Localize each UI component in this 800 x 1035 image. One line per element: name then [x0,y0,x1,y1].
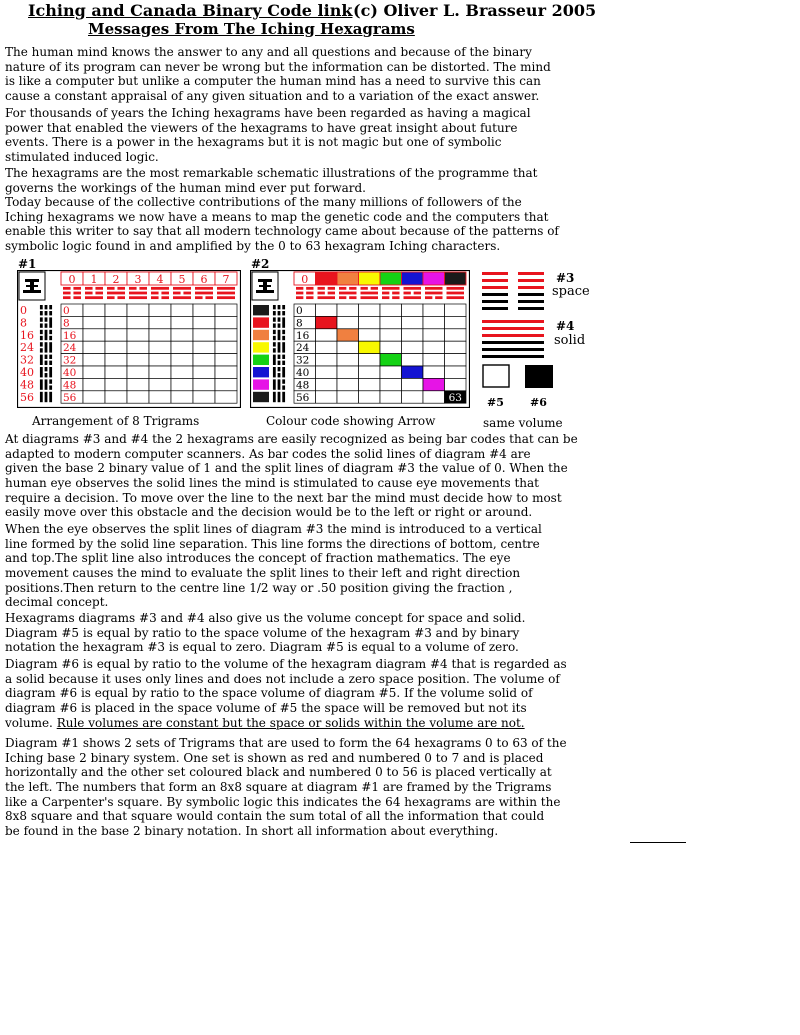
grid-cell [127,354,149,366]
grid-cell [193,341,215,353]
solid-hexagram-bar [482,348,544,351]
paragraph-4: Today because of the collective contributions of the many millions of followers of the Iching hexagrams we now have a means to map the genetic code and the computers that enable this writer to say that all modern technology came about because of the patterns of symbolic logic found in and amplified by the 0 to 63 hexagram Iching characters. [5,195,559,254]
diagram-3-text: space [552,284,590,299]
row-number-left: 0 [20,304,27,317]
grid-cell [171,304,193,316]
header-cell [337,272,359,285]
header-cell [359,272,381,285]
column-number: 7 [222,273,230,286]
paragraph-5: At diagrams #3 and #4 the 2 hexagrams are easily recognized as being bar codes that can be adapted to modern computer scanners. As bar codes the solid lines of diagram #4 are given the base 2 binary value of 1 and the split lines of diagram #3 the value of 0. When the human eye observes the solid lines the mind is stimulated to cause eye movements that require a decision. To move over the line to the next bar the mind must decide how to most easily move over this obstacle and the decision would be to the left or right or around. [5,432,578,520]
grid-cell [423,378,445,390]
grid-cell [445,329,467,341]
grid-cell [215,354,237,366]
grid-cell [149,341,171,353]
grid-cell [83,354,105,366]
diagram-3-label: #3 [556,271,575,285]
document-title: Iching and Canada Binary Code link [28,1,353,20]
row-number-left: 8 [20,316,27,330]
row-number: 16 [296,329,310,342]
grid-cell [127,378,149,390]
grid-cell [359,316,381,328]
space-hexagram-bar [482,293,508,296]
volume-rule: Rule volumes are constant but the space or solids within the volume are not. [56,715,525,730]
row-number-left: 24 [20,341,34,355]
solid-hexagram-bar [482,355,544,358]
grid-cell [337,391,359,403]
grid-cell [105,366,127,378]
paragraph-9: Diagram #1 shows 2 sets of Trigrams that are used to form the 64 hexagrams 0 to 63 of the Iching base 2 binary system. One set is shown as red and numbered 0 to 7 and is placed horizontally and the other set coloured black and numbered 0 to 56 is placed vertically at the left. The numbers that form an 8x8 square at diagram #1 are framed by the Trigrams like a Carpenter's square. By symbolic logic this indicates the 64 hexagrams are within the 8x8 square and that square would contain the sum total of all the information that could be found in the base 2 binary notation. In short all information about everything. [5,736,567,839]
grid-cell [359,304,381,316]
grid-cell [215,329,237,341]
grid-cell [171,316,193,328]
grid-cell [445,366,467,378]
diagram-6-label: #6 [530,396,547,409]
row-number-left: 40 [20,366,34,379]
grid-cell [359,354,381,366]
grid-cell [423,329,445,341]
grid-cell [193,354,215,366]
row-swatch [253,379,269,389]
grid-cell [83,316,105,328]
grid-cell [359,378,381,390]
row-number-left: 16 [20,328,34,342]
column-number: 6 [200,273,208,286]
grid-cell [359,366,381,378]
space-hexagram-bar [518,300,544,303]
grid-cell [83,304,105,316]
grid-cell [380,316,402,328]
header-cell [423,272,445,285]
grid-cell [402,354,424,366]
grid-cell [316,304,338,316]
header-cell [445,272,467,285]
diagram-2-content [251,271,470,408]
space-hexagram-bar [518,279,544,282]
grid-cell [105,341,127,353]
grid-cell [445,304,467,316]
row-swatch [253,367,269,377]
paragraph-3: The hexagrams are the most remarkable schematic illustrations of the programme that governs the workings of the human mind ever put forward. [5,166,538,195]
legend-content [482,272,553,388]
grid-cell [215,316,237,328]
grid-cell [337,329,359,341]
grid-cell [445,316,467,328]
grid-cell [105,329,127,341]
grid-cell [193,378,215,390]
grid-cell [423,354,445,366]
grid-cell [215,391,237,403]
grid-cell [402,329,424,341]
diagram-1-trigram-grid [17,270,241,408]
column-number: 2 [112,273,120,286]
grid-cell [149,304,171,316]
space-hexagram-bar [482,286,508,289]
solid-hexagram-bar [482,341,544,344]
row-number-left: 48 [20,378,34,392]
column-number: 1 [90,273,98,286]
grid-cell [337,378,359,390]
row-number: 32 [63,354,77,367]
red-trigram [217,287,235,299]
grid-cell [127,316,149,328]
grid-cell [193,304,215,316]
diagram-2-caption: Colour code showing Arrow [266,414,436,428]
grid-cell [380,329,402,341]
grid-cell [127,366,149,378]
space-hexagram-bar [518,307,544,310]
solid-volume-box [525,365,553,388]
grid-cell [83,329,105,341]
row-number-left: 32 [20,353,34,367]
grid-cell [171,329,193,341]
space-hexagram-bar [482,272,508,275]
grid-cell [380,354,402,366]
column-number: 5 [178,273,186,286]
column-number: 0 [68,273,76,286]
space-hexagram-bar [482,279,508,282]
diagram-4-label: #4 [556,319,575,333]
column-number: 0 [301,273,309,286]
paragraph-7: Hexagrams diagrams #3 and #4 also give us the volume concept for space and solid. Diagram #5 is equal by ratio to the space volume of the hexagram #3 and by binary notation the hexagram #3 is equal to zero. Diagram #5 is equal to a volume of zero. [5,611,526,655]
black-trigram [273,392,285,402]
legend-caption: same volume [483,416,563,430]
document-subtitle: Messages From The Iching Hexagrams [88,20,415,38]
row-number: 48 [296,379,310,392]
row-number: 8 [63,317,70,330]
grid-cell [83,391,105,403]
grid-cell [359,391,381,403]
grid-cell [359,329,381,341]
paragraph-2: For thousands of years the Iching hexagrams have been regarded as having a magical power that enabled the viewers of the hexagrams to have great insight about future events. There is a power in the hexagrams but it is not magic but one of symbolic stimulated induced logic. [5,106,531,165]
diagram-2-label: #2 [251,257,270,271]
divider-line [630,842,686,843]
grid-cell [337,341,359,353]
header-cell [380,272,402,285]
grid-cell [127,341,149,353]
space-hexagram-bar [482,307,508,310]
space-hexagram-bar [482,300,508,303]
grid-cell [149,366,171,378]
header-cell [316,272,338,285]
grid-cell [445,378,467,390]
grid-cell [337,366,359,378]
grid-cell [402,304,424,316]
diagram-1-caption: Arrangement of 8 Trigrams [32,414,200,428]
grid-cell [193,391,215,403]
grid-cell [127,391,149,403]
diagram-5-label: #5 [487,396,504,409]
grid-cell [316,354,338,366]
grid-cell [105,391,127,403]
corner-value: 63 [448,391,462,404]
space-hexagram-bar [518,272,544,275]
row-number: 56 [296,391,310,404]
space-hexagram-bar [518,293,544,296]
row-number: 16 [63,329,77,342]
grid-cell [337,316,359,328]
grid-cell [215,341,237,353]
grid-cell [127,304,149,316]
grid-cell [316,341,338,353]
row-number: 0 [63,305,70,317]
paragraph-6: When the eye observes the split lines of diagram #3 the mind is introduced to a vertical line formed by the solid line separation. This line forms the directions of bottom, centre and top.The split line also introduces the concept of fraction mathematics. The eye movement causes the mind to evaluate the split lines to their left and right direction positions.Then return to the centre line 1/2 way or .50 position giving the fraction , decimal concept. [5,522,542,610]
row-swatch [253,305,269,315]
row-number-left: 56 [20,390,34,404]
grid-cell [171,391,193,403]
grid-cell [149,354,171,366]
solid-hexagram-bar [482,320,544,323]
red-trigram [447,287,465,299]
grid-cell [359,341,381,353]
diagonal-cell [317,317,337,327]
row-number: 24 [296,342,310,355]
grid-cell [402,341,424,353]
grid-cell [316,378,338,390]
grid-cell [105,378,127,390]
row-number: 40 [296,367,310,379]
grid-cell [83,341,105,353]
diagram-2-colour-grid [250,270,470,408]
row-number: 8 [296,317,303,330]
row-number: 48 [63,379,77,392]
copyright-notice: (c) Oliver L. Brasseur 2005 [353,1,597,20]
row-swatch [253,317,269,327]
grid-cell [316,391,338,403]
grid-cell [402,391,424,403]
grid-cell [83,366,105,378]
grid-cell [380,391,402,403]
grid-cell [215,366,237,378]
paragraph-8: Diagram #6 is equal by ratio to the volume of the hexagram diagram #4 that is regarded as a solid because it uses only lines and does not include a zero space position. The volume of diagram #6 is equal by ratio to the space volume of diagram #5. If the volume solid of diagram #6 is placed in the space volume of #5 the space will be removed but not its volume. Rule volumes are constant but the space or solids within the volume are not. [5,657,567,730]
column-number: 3 [134,273,142,286]
grid-cell [215,378,237,390]
grid-cell [380,378,402,390]
grid-cell [402,366,424,378]
row-swatch [253,355,269,365]
paragraph-8-last-start: volume. [5,715,57,730]
grid-cell [423,366,445,378]
grid-cell [149,391,171,403]
grid-cell [149,378,171,390]
diagram-1-label: #1 [18,257,37,271]
grid-cell [380,366,402,378]
row-number: 32 [296,354,310,367]
paragraph-1: The human mind knows the answer to any and all questions and because of the binary nature of its program can never be wrong but the information can be distorted. The mind is like a computer but unlike a computer the human mind has a need to survive this can cause a constant appraisal of any given situation and to a variation of the exact answer. [5,45,551,104]
grid-cell [337,354,359,366]
grid-cell [423,304,445,316]
grid-cell [149,329,171,341]
grid-cell [171,354,193,366]
grid-cell [445,354,467,366]
row-swatch [253,342,269,352]
grid-cell [171,378,193,390]
row-number: 56 [63,391,77,404]
row-number: 40 [63,367,77,379]
grid-cell [193,366,215,378]
grid-cell [337,304,359,316]
row-number: 24 [63,342,77,355]
diagram-1-content [18,271,241,408]
solid-hexagram-bar [482,327,544,330]
grid-cell [445,341,467,353]
diagram-4-text: solid [554,333,586,348]
grid-cell [193,329,215,341]
grid-cell [105,354,127,366]
grid-cell [105,304,127,316]
column-number: 4 [156,273,164,286]
grid-cell [171,366,193,378]
grid-cell [423,341,445,353]
grid-cell [215,304,237,316]
grid-cell [316,366,338,378]
grid-cell [380,341,402,353]
black-trigram [40,392,52,402]
solid-hexagram-bar [482,334,544,337]
row-swatch [253,392,269,402]
grid-cell [193,316,215,328]
grid-cell [171,341,193,353]
grid-cell [402,316,424,328]
grid-cell [316,329,338,341]
grid-cell [127,329,149,341]
grid-cell [380,304,402,316]
grid-cell [149,316,171,328]
row-swatch [253,330,269,340]
space-volume-box [483,365,509,387]
grid-cell [402,378,424,390]
header-cell [402,272,424,285]
grid-cell [423,391,445,403]
grid-cell [423,316,445,328]
grid-cell [83,378,105,390]
space-hexagram-bar [518,286,544,289]
grid-cell [105,316,127,328]
row-number: 0 [296,305,303,317]
